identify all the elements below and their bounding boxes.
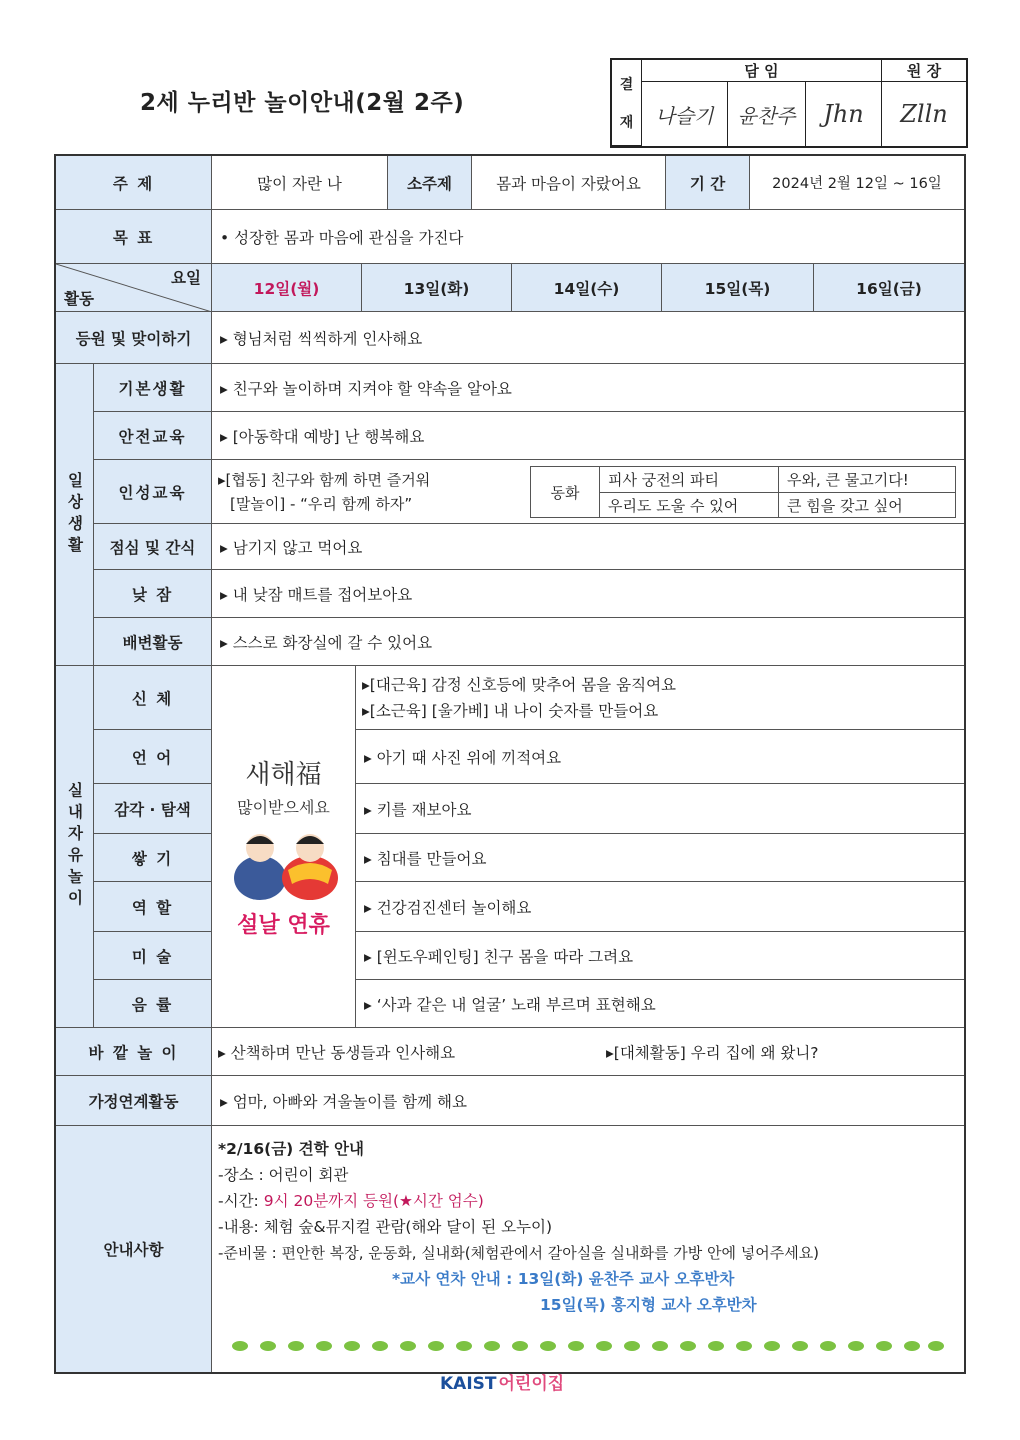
approval-label-top: 결 [619,76,634,93]
fp-label-art: 미 술 [94,932,212,980]
notice-leave-1: *교사 연차 안내 : 13일(화) 윤찬주 교사 오후반차 [392,1270,735,1288]
freeplay-group-label [56,666,94,1028]
goal-label: 목 표 [56,210,212,264]
character-text [218,468,430,516]
story-item-3: 우리도 도울 수 있어 [599,492,779,518]
nap-value: ▸ 내 낮잠 매트를 접어보아요 [212,570,964,618]
approval-head-teacher: 담 임 [642,60,882,82]
notice-time-value: 9시 20분까지 등원(★시간 엄수) [263,1192,484,1210]
outdoor-alt: ▸[대체활동] 우리 집에 왜 왔니? [606,1043,819,1062]
fp-label-physical: 신 체 [94,666,212,730]
notice-heading: *2/16(금) 견학 안내 [218,1140,364,1158]
plan-table [54,154,966,1374]
fp-value-physical [356,666,964,730]
fp-value-language: ▸ 아기 때 사진 위에 끼적여요 [356,730,964,784]
fp-label-blocks: 쌓 기 [94,834,212,882]
toilet-label: 배변활동 [94,618,212,666]
footer-logo [440,1366,590,1394]
day-mon: 12일(월) [212,264,362,312]
home-value: ▸ 엄마, 아빠와 겨울놀이를 함께 해요 [212,1076,964,1126]
notice-supplies: -준비물 : 편안한 복장, 운동화, 실내화(체험관에서 갈아실을 실내화를 가방 안에 넣어주세요) [218,1244,820,1262]
signature-4: Zlln [900,100,948,128]
basic-value: ▸ 친구와 놀이하며 지켜야 할 약속을 알아요 [212,364,964,412]
freeplay-group-text: 실내자유놀이 [65,782,84,911]
notice-cell [212,1126,964,1372]
corner-bottom-label: 활동 [64,290,94,308]
fp-physical-line-2: ▸[소근육] [울가베] 내 나이 숫자를 만들어요 [362,701,659,720]
story-item-1: 피사 궁전의 파티 [599,466,779,493]
logo-kaist: KAIST [440,1374,497,1394]
theme-label: 주 제 [56,156,212,210]
arrival-value: ▸ 형님처럼 씩씩하게 인사해요 [212,312,964,364]
outdoor-value: ▸ 산책하며 만난 동생들과 인사해요 [218,1043,456,1062]
day-tue: 13일(화) [362,264,512,312]
holiday-label: 설날 연휴 [237,913,330,938]
safety-value: ▸ [아동학대 예방] 난 행복해요 [212,412,964,460]
approval-label-bottom: 재 [619,114,634,131]
fp-label-language: 언 어 [94,730,212,784]
approval-label [612,60,642,146]
notice-body [218,1136,958,1318]
holiday-greeting-2: 많이받으세요 [237,798,330,817]
logo-kids: 어린이집 [498,1374,565,1394]
meal-label: 점심 및 간식 [94,524,212,570]
fp-value-music: ▸ ‘사과 같은 내 얼굴’ 노래 부르며 표현해요 [356,980,964,1028]
notice-leave-2: 15일(목) 홍지형 교사 오후반차 [540,1296,757,1314]
day-thu: 15일(목) [662,264,814,312]
outdoor-label: 바 깥 놀 이 [56,1028,212,1076]
daily-group-label [56,364,94,666]
safety-label: 안전교육 [94,412,212,460]
character-label: 인성교육 [94,460,212,524]
signature-2: 윤찬주 [728,82,806,146]
character-line-2: [말놀이] - “우리 함께 하자” [230,495,413,513]
fp-label-music: 음 률 [94,980,212,1028]
story-item-2: 우와, 큰 물고기다! [778,466,956,493]
story-label: 동화 [530,466,600,518]
page-title: 2세 누리반 놀이안내(2월 2주) [140,90,465,116]
arrival-label: 등원 및 맞이하기 [56,312,212,364]
theme-value: 많이 자란 나 [212,156,388,210]
fp-label-role: 역 할 [94,882,212,932]
subtheme-label: 소주제 [388,156,472,210]
notice-content: -내용: 체험 숲&뮤지컬 관람(해와 달이 된 오누이) [218,1218,553,1236]
day-fri: 16일(금) [814,264,964,312]
day-wed: 14일(수) [512,264,662,312]
fp-physical-line-1: ▸[대근육] 감정 신호등에 맞추어 몸을 움직여요 [362,675,677,694]
home-label: 가정연계활동 [56,1076,212,1126]
fp-value-art: ▸ [윈도우페인팅] 친구 몸을 따라 그려요 [356,932,964,980]
basic-label: 기본생활 [94,364,212,412]
sprout-border-decoration [228,1334,948,1358]
character-line-1: ▸[협동] 친구와 함께 하면 즐거워 [218,471,431,489]
notice-time-prefix: -시간: [218,1192,264,1210]
notice-label: 안내사항 [56,1126,212,1372]
goal-value: • 성장한 몸과 마음에 관심을 가진다 [212,210,964,264]
notice-place: -장소 : 어린이 회관 [218,1166,349,1184]
meal-value: ▸ 남기지 않고 먹어요 [212,524,964,570]
holiday-greeting-1: 새해福 [245,760,322,790]
story-item-4: 큰 힘을 갖고 싶어 [778,492,956,518]
corner-top-label: 요일 [171,269,201,287]
signature-3: Jhn [806,82,882,146]
character-cell [212,460,964,524]
fp-value-role: ▸ 건강검진센터 놀이해요 [356,882,964,932]
fp-value-sensory: ▸ 키를 재보아요 [356,784,964,834]
period-value: 2024년 2월 12일 ~ 16일 [750,156,964,210]
notice-time [218,1188,958,1214]
fp-label-sensory: 감각 · 탐색 [94,784,212,834]
holiday-panel [212,666,356,1028]
fp-value-blocks: ▸ 침대를 만들어요 [356,834,964,882]
day-corner [56,264,212,312]
approval-box [610,58,968,148]
signature-1: 나슬기 [642,82,728,146]
subtheme-value: 몸과 마음이 자랐어요 [472,156,666,210]
approval-director: 원 장 [882,60,966,82]
period-label: 기 간 [666,156,750,210]
outdoor-cell [212,1028,964,1076]
hanbok-children-illustration [224,826,344,900]
nap-label: 낮 잠 [94,570,212,618]
daily-group-text: 일상생활 [65,471,84,558]
toilet-value: ▸ 스스로 화장실에 갈 수 있어요 [212,618,964,666]
